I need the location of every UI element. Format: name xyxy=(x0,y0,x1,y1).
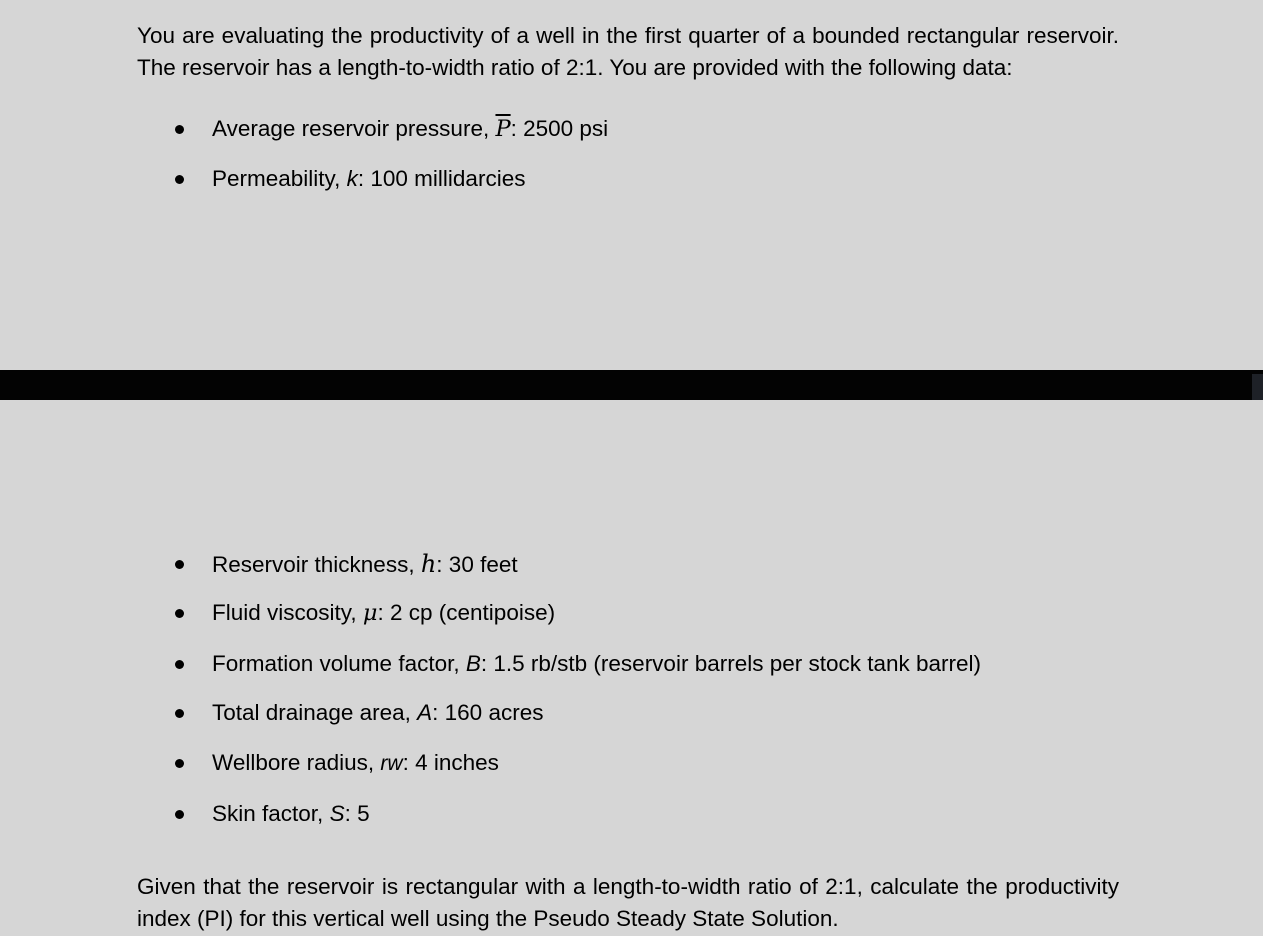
thickness-symbol: h xyxy=(420,550,437,578)
skin-symbol: S xyxy=(329,801,345,826)
item-label: Average reservoir pressure, xyxy=(212,116,496,141)
bullet-dot xyxy=(175,660,184,669)
item-label: Wellbore radius, xyxy=(212,750,381,775)
black-divider-band xyxy=(0,370,1263,400)
viscosity-symbol: μ xyxy=(362,600,378,626)
bullet-dot xyxy=(175,175,184,184)
item-value: : 30 feet xyxy=(436,552,518,577)
list-item-wellbore-radius xyxy=(0,747,1263,779)
list-item-average-pressure xyxy=(0,113,1263,145)
bullet-dot xyxy=(175,609,184,618)
wellbore-radius-symbol: rw xyxy=(380,752,403,775)
item-value: : 2500 psi xyxy=(510,116,609,141)
pressure-symbol: $\overline{P}$ xyxy=(495,116,511,142)
fvf-symbol: B xyxy=(465,651,481,676)
list-item-viscosity xyxy=(0,597,1263,629)
item-value: : 5 xyxy=(344,801,370,826)
item-label: Reservoir thickness, xyxy=(212,552,421,577)
list-item-permeability xyxy=(0,163,1263,195)
bullet-dot xyxy=(175,759,184,768)
bullet-dot xyxy=(175,125,184,134)
list-item-skin-factor xyxy=(0,798,1263,830)
item-label: Permeability, xyxy=(212,166,347,191)
item-value: : 4 inches xyxy=(402,750,499,775)
item-label: Fluid viscosity, xyxy=(212,600,363,625)
list-item-drainage-area xyxy=(0,697,1263,729)
item-label: Total drainage area, xyxy=(212,700,418,725)
item-label: Formation volume factor, xyxy=(212,651,466,676)
item-value: : 160 acres xyxy=(432,700,544,725)
bullet-dot xyxy=(175,560,184,569)
bullet-dot xyxy=(175,810,184,819)
area-symbol: A xyxy=(417,700,433,725)
list-item-fvf xyxy=(0,648,1263,680)
item-value: : 1.5 rb/stb (reservoir barrels per stock tank barrel) xyxy=(480,651,982,676)
item-value: : 100 millidarcies xyxy=(357,166,526,191)
intro-paragraph: You are evaluating the productivity of a well in the first quarter of a bounded rectangular reservoir. The reservoir has a length-to-width ratio of 2:1. You are provided with the following data: xyxy=(137,22,1119,80)
question-paragraph: Given that the reservoir is rectangular with a length-to-width ratio of 2:1, calculate the productivity index (PI) for this vertical well using the Pseudo Steady State Solution. xyxy=(137,873,1119,931)
item-label: Skin factor, xyxy=(212,801,330,826)
permeability-symbol: k xyxy=(346,166,358,191)
list-item-thickness xyxy=(0,548,1263,580)
item-value: : 2 cp (centipoise) xyxy=(377,600,556,625)
bullet-dot xyxy=(175,709,184,718)
